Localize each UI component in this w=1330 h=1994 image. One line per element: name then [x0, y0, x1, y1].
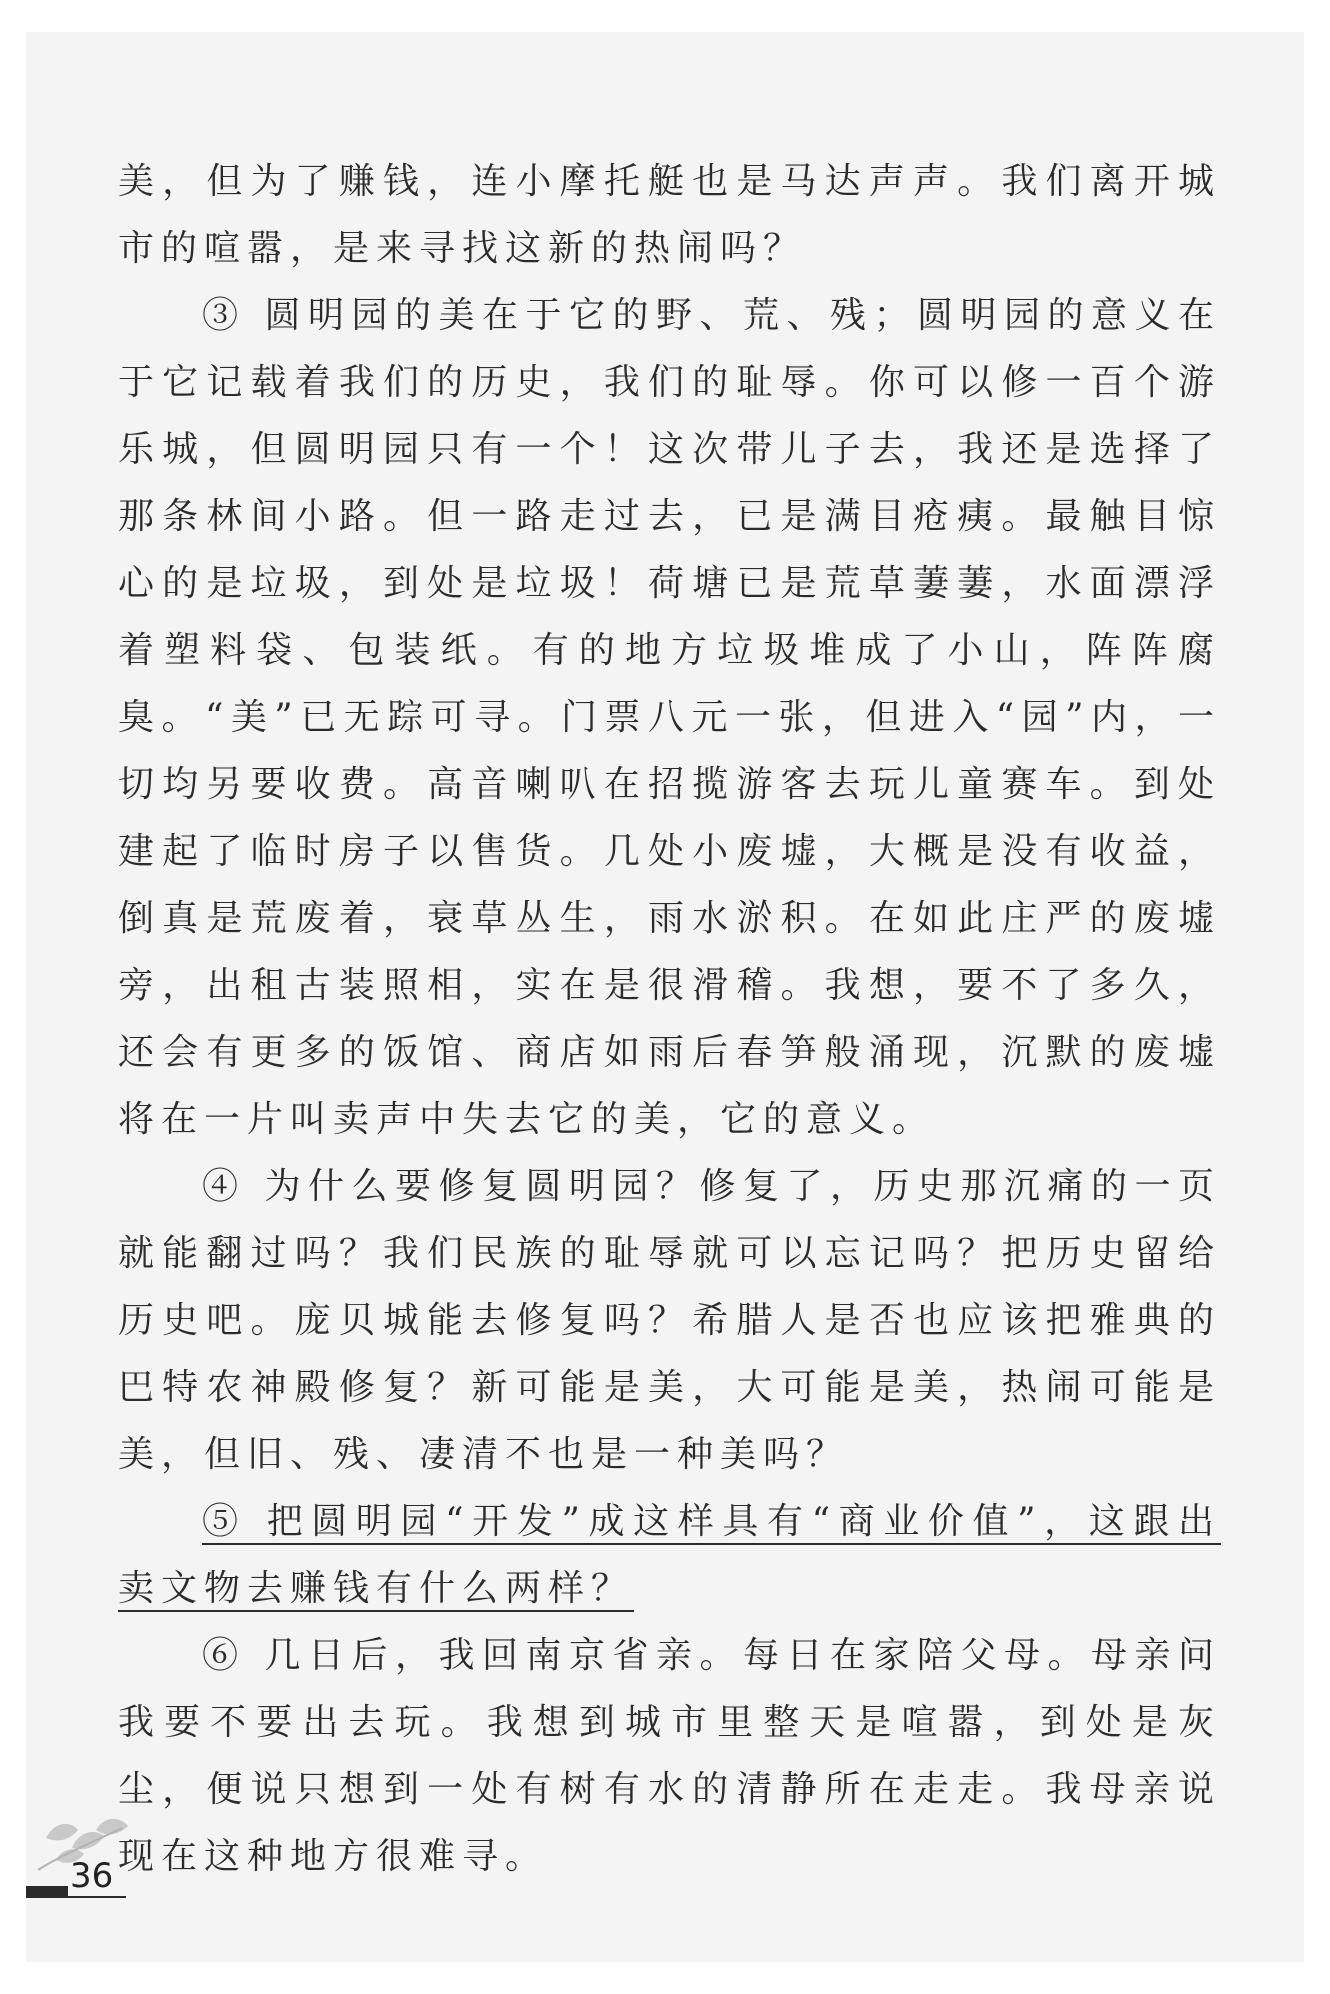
page-number-bar — [26, 1886, 68, 1896]
paragraph-2-continuation: 美，但为了赚钱，连小摩托艇也是马达声声。我们离开城市的喧嚣，是来寻找这新的热闹吗？ — [118, 161, 1221, 269]
article-text — [118, 148, 1221, 1890]
page-number: 36 — [70, 1856, 114, 1896]
page-number-rule — [26, 1896, 126, 1898]
paragraph-4: ④ 为什么要修复圆明园？修复了，历史那沉痛的一页就能翻过吗？我们民族的耻辱就可以忘记吗？把历史留给历史吧。庞贝城能去修复吗？希腊人是否也应该把雅典的巴特农神殿修复？新可能是美，大可能是美，热闹可能是美，但旧、残、凄清不也是一种美吗？ — [118, 1166, 1221, 1475]
paragraph-6: ⑥ 几日后，我回南京省亲。每日在家陪父母。母亲问我要不要出去玩。我想到城市里整天是喧嚣，到处是灰尘，便说只想到一处有树有水的清静所在走走。我母亲说现在这种地方很难寻。 — [118, 1635, 1221, 1877]
paragraph-5 — [118, 1488, 1221, 1622]
paragraph-3: ③ 圆明园的美在于它的野、荒、残；圆明园的意义在于它记载着我们的历史，我们的耻辱。你可以修一百个游乐城，但圆明园只有一个！这次带儿子去，我还是选择了那条林间小路。但一路走过去，已是满目疮痍。最触目惊心的是垃圾，到处是垃圾！荷塘已是荒草萋萋，水面漂浮着塑料袋、包装纸。有的地方垃圾堆成了小山，阵阵腐臭。“美”已无踪可寻。门票八元一张，但进入“园”内，一切均另要收费。高音喇叭在招揽游客去玩儿童赛车。到处建起了临时房子以售货。几处小废墟，大概是没有收益，倒真是荒废着，衰草丛生，雨水淤积。在如此庄严的废墟旁，出租古装照相，实在是很滑稽。我想，要不了多久，还会有更多的饭馆、商店如雨后春笋般涌现，沉默的废墟将在一片叫卖声中失去它的美，它的意义。 — [118, 295, 1221, 1140]
paragraph-5-underlined-text: ⑤ 把圆明园“开发”成这样具有“商业价值”，这跟出卖文物去赚钱有什么两样？ — [118, 1501, 1221, 1609]
